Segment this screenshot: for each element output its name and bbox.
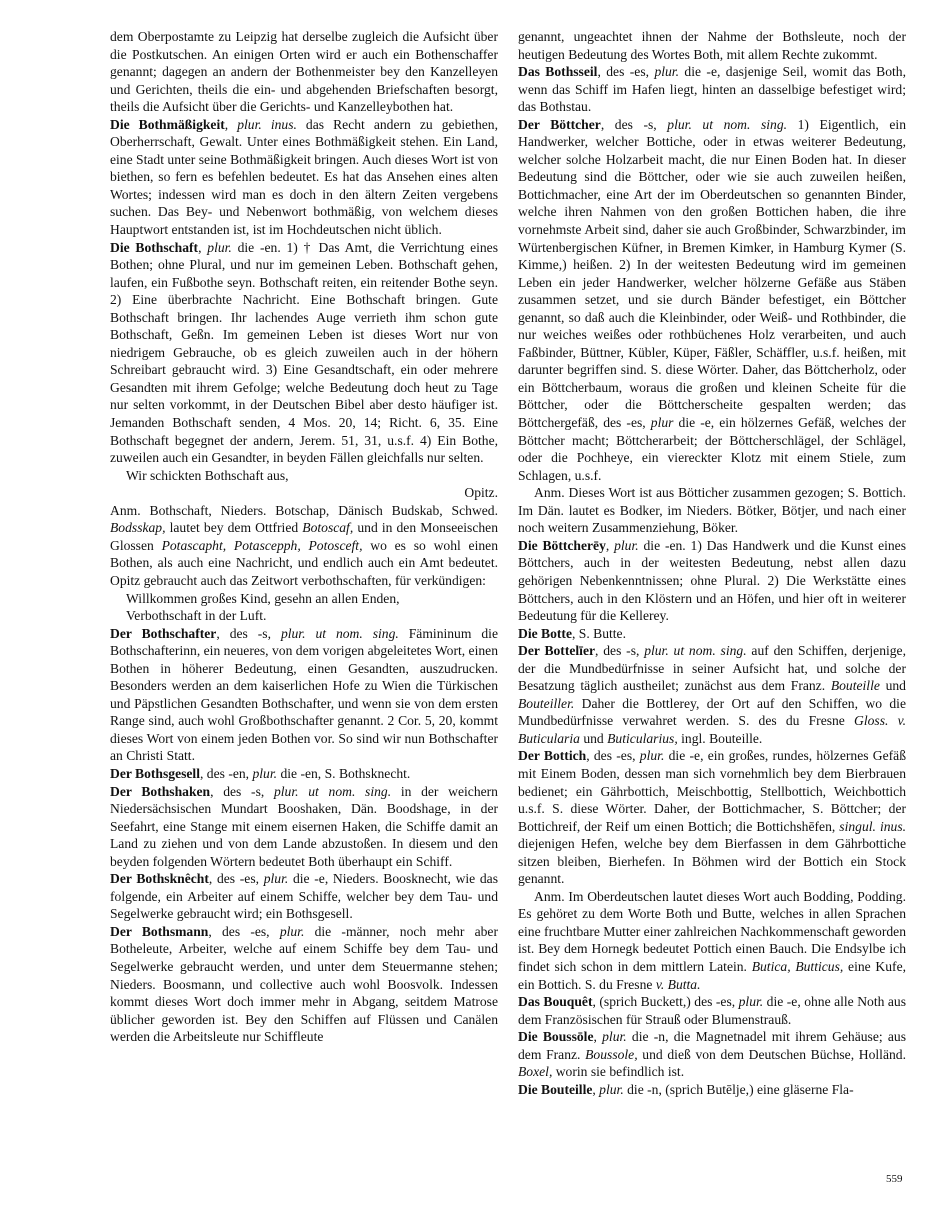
continuation-paragraph [110, 28, 498, 116]
continuation-paragraph [110, 502, 498, 590]
italic-text: Butica, Butticus, [751, 958, 844, 974]
italic-text: plur. ut nom. sing. [667, 116, 788, 132]
body-text: Anm. Im Oberdeutschen lautet dieses Wort auch Bodding, Podding. Es gehöret zu dem Worte Both und Butte, welches in allen Sprachen eine fruchtbare Mutter einer zahlreichen Nachkommenschaft geworden ist. Bey dem Hornegk bedeutet Pottich einen Bauch. Die Endsylbe ich findet sich schon in dem mittlern Latein. [518, 888, 906, 974]
body-text: Fämininum die Bothschafterinn, ein neueres, von dem vorigen abgeleitetes Wort, einen Bothen in höherer Bedeutung, einen Gesandten, auszudrucken. Besonders werden an dem kaiserlichen Hofe zu Wien die Türkischen und Päpstlichen Gesandten Bothschafter, und wenn sie von dem ersten Range sind, auch wohl Großbothschafter genannt. 2 Cor. 5, 20, kommt dieses Wort von einem jeden Bothen vor. So sind wir nun Bothschafter an Christi Statt. [110, 625, 498, 764]
italic-text: Gloss. v. Buticularia [518, 713, 906, 746]
italic-text: plur. [614, 537, 639, 553]
headword: Der Bothsgesell [110, 765, 200, 781]
body-text: die -e, dasjenige Seil, womit das Both, wenn das Schiff im Hafen liegt, hinten an dasselbige befestiget wird; das Bothstau. [518, 64, 907, 115]
body-text: , des -es, [208, 923, 280, 939]
body-text: , des -es, [597, 64, 655, 80]
dictionary-entry [518, 993, 906, 1028]
body-text: , [593, 1029, 603, 1045]
body-text: eine Kufe, ein Bottich. S. du Fresne [518, 958, 907, 992]
italic-text: singul. inus. [839, 818, 907, 834]
body-text: das Recht andern zu gebiethen, Oberherrschaft, Gewalt. Unter eines Bothmäßigkeit stehen. Ein Land, eine Stadt unter seine Bothmäßigkeit bringen. Auch dieses Wort ist von biethen, so fern es befehlen bedeutet. Es hat das Ansehen eines alten Wortes; indessen wird man es doch in den ältern Zeiten vergebens suchen. Das Bey- und Nebenwort bothmäßig, von welchem dieses Hauptwort entstanden ist, ist im Hochdeutschen nicht üblich. [110, 116, 498, 238]
body-text: Willkommen großes Kind, gesehn an allen Enden, [126, 590, 400, 606]
body-text: die -e, ein großes, rundes, hölzernes Gefäß mit Einem Boden, dessen man sich vornehmlich bey dem Bierbrauen bedienet; ein Gährbottich, Meischbottig, Stellbottich, Weichbottich u.s.f. S. diese Wörter. Daher, der Bottichmacher, S. Böttcher; der Bottichreif, der Reif um einen Bottich; die Bottichshēfen, [518, 748, 906, 834]
body-text: , [592, 1081, 600, 1097]
italic-text: plur. [654, 64, 679, 80]
headword: Die Böttcherēy [518, 537, 606, 553]
italic-text: plur. [252, 765, 278, 781]
headword: Das Bothsseil [518, 64, 598, 80]
body-text: diejenigen Hefen, welche bey dem Bierfassen in dem Gährbottiche sitzen bleiben, Bierhefen. In Böhmen wird der Bottich ein Stock genannt. [518, 836, 906, 887]
body-text: die -n, (sprich Butēlje,) eine gläserne Fla- [623, 1081, 854, 1097]
headword: Der Bottich [518, 748, 587, 764]
body-text: , des -es, [586, 748, 640, 764]
italic-text: plur. ut nom. sing. [280, 625, 399, 641]
body-text: und dieß von dem Deutschen Büchse, Holländ. [637, 1046, 906, 1062]
body-text: die -en, S. Bothsknecht. [277, 765, 411, 781]
headword: Die Boussōle [518, 1029, 594, 1045]
body-text: und [579, 730, 608, 746]
body-text: die -en. 1) Das Handwerk und die Kunst eines Böttchers, auch in der weitesten Bedeutung, nebst allen dazu gehörigen Nebenkenntnissen; ohne Plural. 2) Die Werkstätte eines Böttchers, auch in den Klöstern und an Höfen, und hier oft in weiterer Bedeutung für die Kellerey. [518, 537, 906, 624]
headword: Das Bouquêt [518, 994, 593, 1010]
dictionary-entry [518, 1028, 906, 1081]
body-text: , [605, 537, 615, 553]
body-text: dem Oberpostamte zu Leipzig hat derselbe zugleich die Aufsicht über die Postkutschen. An einigen Orten wird er auch ein Bothenschaffer genannt; dagegen an andern der Bothenmeister bey den Kanzelleyen und Gerichten, theils die ein- und abgehenden Briefschaften besorgt, theils die Aufsicht über die Gerichts- und Kanzelleybothen hat. [110, 29, 498, 115]
headword: Die Botte [518, 625, 572, 641]
continuation-paragraph [518, 28, 906, 63]
body-text: , des -s, [595, 643, 645, 659]
italic-text: Botoscaf, [302, 520, 354, 536]
body-text: und [879, 678, 906, 694]
body-text: genannt, ungeachtet ihnen der Nahme der Bothsleute, noch der heutigen Bedeutung des Wortes Both, mit allem Rechte zukommt. [518, 29, 906, 62]
dictionary-entry [518, 1081, 906, 1099]
italic-text: Boxel, [518, 1064, 553, 1080]
italic-text: plur. ut nom. sing. [273, 783, 392, 799]
body-text: Anm. Bothschaft, Nieders. Botschap, Dänisch Budskab, Schwed. [110, 502, 498, 518]
body-text: ingl. Bouteille. [677, 730, 763, 746]
dictionary-entry [110, 239, 498, 467]
body-text: , des -s, [210, 783, 274, 799]
annotation-paragraph [518, 888, 906, 993]
dictionary-entry [518, 537, 906, 625]
italic-text: Buticularius, [607, 730, 678, 746]
italic-text: plur. [599, 1081, 624, 1097]
italic-text: Bouteille [830, 678, 880, 694]
body-text: die -n, die Magnetnadel mit ihrem Gehäuse; aus dem Franz. [518, 1029, 907, 1062]
italic-text: plur. [263, 871, 289, 887]
body-text: , [198, 239, 208, 255]
dictionary-entry [518, 642, 906, 747]
body-text: Wir schickten Bothschaft aus, [126, 467, 289, 483]
headword: Der Bothschafter [110, 625, 217, 641]
italic-text: Bouteiller. [518, 695, 575, 711]
page-number: 559 [886, 1173, 903, 1185]
body-text: Anm. Dieses Wort ist aus Bötticher zusammen gezogen; S. Bottich. Im Dän. lautet es Bodker, im Nieders. Bötker, Bötjer, und nach einer noch weitern Zusammenziehung, Böker. [518, 485, 906, 536]
citation-source [110, 484, 498, 502]
dictionary-entry [110, 923, 498, 1046]
body-text: Verbothschaft in der Luft. [126, 608, 267, 624]
body-text: Opitz. [464, 485, 498, 501]
body-text: in der weichern Niedersächsischen Mundart Booshaken, Dän. Boodshage, in der Seefahrt, eine Stange mit einem eisernen Haken, die Schiffe damit an Land zu ziehen und von dem Lande abzustoßen. In diesem und den beyden folgenden Wörtern bedeutet Both überhaupt ein Schiff. [110, 783, 498, 869]
right-column [518, 28, 906, 1098]
dictionary-entry [110, 783, 498, 871]
italic-text: plur. [279, 923, 305, 939]
dictionary-entry [110, 870, 498, 923]
dictionary-entry [518, 63, 906, 116]
italic-text: Boussole, [585, 1046, 638, 1062]
body-text: die -e, ein hölzernes Gefäß, welches der Böttcher macht; Böttcherarbeit; der Böttcherschlägel, der Schlägel, oder die Pochheye, ein viereckter Klotz mit einem Stiele, zum Schlagen, u.s.f. [518, 415, 906, 483]
italic-text: plur. ut nom. sing. [644, 643, 747, 659]
verse-line [110, 467, 498, 485]
italic-text: plur. [738, 994, 764, 1010]
verse-line [110, 607, 498, 625]
italic-text: plur. [207, 239, 232, 255]
italic-text: plur. [639, 748, 665, 764]
italic-text: v. Butta. [655, 976, 701, 992]
body-text: 1) Eigentlich, ein Handwerker, welcher Bottiche, oder in etwas weiterer Bedeutung, welcher solche Holzarbeit macht, die nur Einen Boden hat. In dieser Bedeutung sind die Böttcher, oder wie sie auch zuweilen heißen, Bottichmacher, eine Art der im Oberdeutschen so genannten Binder, welche ihren Nahmen von den großen Bottichen haben, die ihre vornehmste Arbeit sind, daher sie auch Großbinder, Schwarzbinder, im Würtenbergischen Küfner, in Bremen Kimker, in Hamburg Kymer (S. Kimme,) heißen. 2) In der weitesten Bedeutung wird im gemeinen Leben ein jeder Handwerker, welcher hölzerne Gefäße aus Stäben zusammen setzet, und sie durch Bänder befestiget, ein Böttcher genannt, so daß auch die Kleinbinder, oder Weiß- und Rothbinder, die nur weiches weißes oder rothbüchenes Holz verarbeiten, und auch Faßbinder, Büttner, Kübler, Küper, Fäßler, Schäffler, u.s.f. heißen, mit darunter begriffen sind. S. diese Wörter. Daher, das Böttcherholz, oder ein Böttcherbaum, woraus die großen und kleinen Scheite für die Böttcher, oder die Böttcherscheite gespalten werden; das Böttchergefäß, des -es, [518, 116, 906, 431]
dictionary-entry [110, 765, 498, 783]
body-text: und in den Monseeischen Glossen [110, 520, 498, 553]
italic-text: plur. inus. [237, 116, 297, 132]
headword: Der Bothsmann [110, 923, 209, 939]
body-text: , (sprich Buckett,) des -es, [592, 994, 739, 1010]
body-text: , des -es, [208, 871, 264, 887]
body-text: wo es so wohl einen Bothen, als auch eine Nachricht, und endlich auch ein Amt bedeutet. Opitz gebraucht auch das Zeitwort verbothschaften, für verkündigen: [110, 537, 498, 588]
body-text: die -en. 1) † Das Amt, die Verrichtung eines Bothen; ohne Plural, und nur im gemeinen Leben. Bothschaft gehen, laufen, ein Fußbothe seyn. Bothschaft reiten, ein reitender Bothe seyn. 2) Eine überbrachte Nachricht. Eine Bothschaft bringen. Gute Bothschaft bringen. Ihr lachendes Auge verrieth ihm schon gute Bothschaft, Geßn. Im gemeinen Leben ist dieses Wort nur von niedrigem Gebrauche, ob es gleich zuweilen auch in der höhern Schreibart gebraucht wird. 3) Eine Gesandtschaft, ein oder mehrere Gesandten mit ihrem Gefolge; welche Bedeutung doch heut zu Tage nur selten vorkommt, in der Deutschen Bibel aber desto häufiger ist. Jemanden Bothschaft senden, 4 Mos. 20, 14; Richt. 6, 35. Eine Bothschaft begegnet der andern, Jerem. 51, 31, u.s.f. 4) Ein Bothe, zuweilen auch ein Gesandter, in beyden Fällen gleichfalls nur selten. [110, 239, 499, 466]
body-text: auf den Schiffen, derjenige, der die Mundbedürfnisse in seiner Aufsicht hat, und solche der Besatzung täglich austheilet; zunächst aus dem Franz. [518, 643, 906, 694]
body-text: , [224, 116, 238, 132]
italic-text: plur [650, 415, 674, 431]
dictionary-entry [110, 625, 498, 765]
body-text: Daher die Bottlerey, der Ort auf den Schiffen, wo die Mundbedürfnisse verwahret werden. S. des du Fresne [518, 695, 906, 729]
dictionary-entry [518, 116, 906, 484]
italic-text: plur. [602, 1029, 627, 1045]
body-text: die -männer, noch mehr aber Botheleute, Arbeiter, welche auf einem Schiffe bey dem Tau- und Segelwerke gebraucht werden, und unter dem Steuermanne stehen; Nieders. Boosmann, und collective auch wohl Boosvolk. Indessen kommt dieses Wort doch immer mehr in Abgang, seitdem Matrose üblicher geworden ist. Bey den Schiffen auf Flüssen und Canälen werden die Arbeitsleute nur Schiffleute [110, 923, 498, 1045]
body-text: die -e, ohne alle Noth aus dem Französischen für Strauß oder Blumenstrauß. [518, 994, 906, 1027]
body-text: worin sie befindlich ist. [552, 1064, 685, 1080]
dictionary-entry [110, 116, 498, 239]
dictionary-entry [518, 747, 906, 887]
headword: Der Böttcher [518, 116, 601, 132]
body-text: lautet bey dem Ottfried [165, 520, 303, 536]
headword: Der Bothsknêcht [110, 871, 209, 887]
body-text: , des -s, [216, 625, 281, 641]
headword: Der Bottelīer [518, 643, 596, 659]
headword: Die Bothschaft [110, 239, 199, 255]
headword: Die Bouteille [518, 1081, 593, 1097]
annotation-paragraph [518, 484, 906, 537]
headword: Der Bothshaken [110, 783, 211, 799]
headword: Die Bothmäßigkeit [110, 116, 225, 132]
verse-line [110, 590, 498, 608]
left-column [110, 28, 498, 1046]
body-text: , S. Butte. [571, 625, 626, 641]
body-text: , des -s, [600, 116, 668, 132]
italic-text: Bodsskap, [110, 520, 166, 536]
body-text: die -e, Nieders. Boosknecht, wie das folgende, ein Arbeiter auf einem Schiffe, welcher bey dem Tau- und Segelwerke gebraucht wird; ein Bothsgesell. [110, 871, 499, 922]
italic-text: Potascapht, Potascepph, Potosceft, [161, 537, 363, 553]
dictionary-entry [518, 625, 906, 643]
body-text: , des -en, [200, 765, 253, 781]
